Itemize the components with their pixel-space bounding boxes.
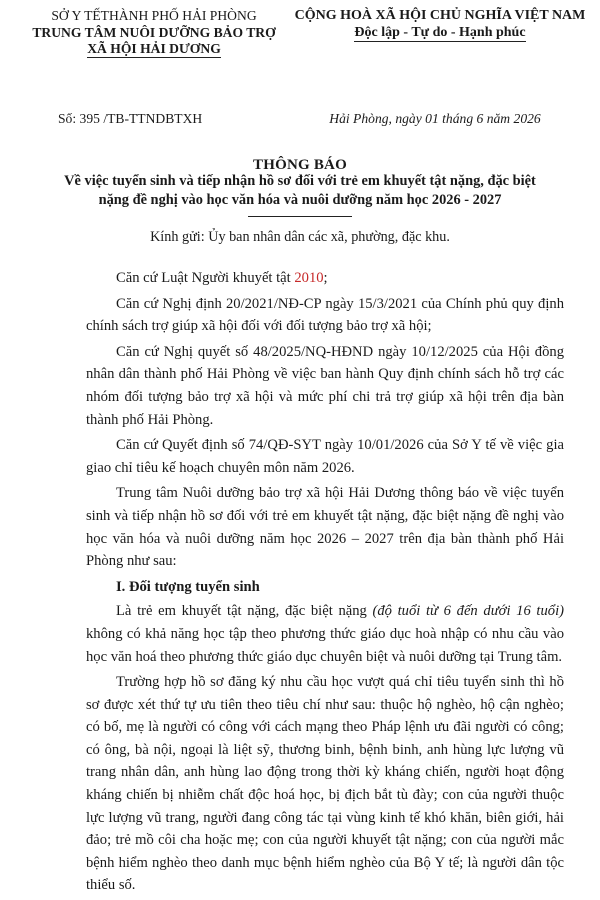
national-motto-block	[290, 8, 590, 41]
document-subtitle: Về việc tuyển sinh và tiếp nhận hồ sơ đối với trẻ em khuyết tật nặng, đặc biệt nặng đề nghị vào học văn hóa và nuôi dưỡng năm học 2026 - 2027	[64, 173, 536, 208]
paragraph-announcement: Trung tâm Nuôi dưỡng bảo trợ xã hội Hải Dương thông báo về việc tuyển sinh và tiếp nhận hồ sơ đối với trẻ em khuyết tật nặng, đặc biệt nặng đề nghị vào học văn hóa và nuôi dưỡng năm học 2026 – 2027 trên địa bàn thành phố Hải Phòng như sau:	[86, 485, 564, 570]
national-motto: Độc lập - Tự do - Hạnh phúc	[354, 24, 526, 40]
paragraph-legal-basis-1: Căn cứ Luật Người khuyết tật 2010;	[116, 270, 328, 286]
document-number: Số: 395 /TB-TTNDBTXH	[58, 111, 203, 126]
issuer-name-line2: XÃ HỘI HẢI DƯƠNG	[87, 41, 221, 56]
issuer-block	[28, 8, 280, 58]
issuer-name-line1: TRUNG TÂM NUÔI DƯỠNG BẢO TRỢ	[32, 24, 276, 40]
paragraph-legal-basis-3: Căn cứ Nghị quyết số 48/2025/NQ-HĐND ngày 10/12/2025 của Hội đồng nhân dân thành phố Hải Phòng về việc ban hành Quy định chính sách hỗ trợ các nhóm đối tượng bảo trợ xã hội và mức phí chi trả trợ giúp xã hội trên địa bàn thành phố Hải Phòng.	[86, 343, 564, 428]
paragraph-eligibility: Là trẻ em khuyết tật nặng, đặc biệt nặng (độ tuổi từ 6 đến dưới 16 tuổi) không có khả năng học tập theo phương thức giáo dục hoà nhập có nhu cầu vào học văn hoá theo phương thức giáo dục chuyên biệt và nuôi dưỡng tại Trung tâm.	[86, 603, 564, 665]
section-heading-1: I. Đối tượng tuyển sinh	[116, 578, 260, 595]
paragraph-legal-basis-2: Căn cứ Nghị định 20/2021/NĐ-CP ngày 15/3/2021 của Chính phủ quy định chính sách trợ giúp xã hội đối với đối tượng bảo trợ xã hội;	[86, 295, 564, 335]
document-title: THÔNG BÁO	[253, 157, 347, 173]
issuer-parent-agency: SỞ Y TẾTHÀNH PHỐ HẢI PHÒNG	[51, 8, 257, 23]
national-title: CỘNG HOÀ XÃ HỘI CHỦ NGHĨA VIỆT NAM	[294, 8, 586, 23]
paragraph-priority-criteria: Trường hợp hồ sơ đăng ký nhu cầu học vượt quá chỉ tiêu tuyển sinh thì hồ sơ được xét thứ tự ưu tiên theo tiêu chí như sau: thuộc hộ nghèo, hộ cận nghèo; có bố, mẹ là người có công với cách mạng theo Pháp lệnh ưu đãi người có công; có ông, bà nội, ngoại là liệt sỹ, thương binh, bệnh binh, anh hùng lực lượng vũ trang nhân dân, anh hùng lao động trong thời kỳ kháng chiến, người hoạt động kháng chiến bị nhiễm chất độc hoá học, bị địch bắt tù đày; con của người thuộc lực lượng vũ trang, người đang công tác tại vùng kinh tế khó khăn, biên giới, hải đảo; trẻ mồ côi cha hoặc mẹ; con của người khuyết tật nặng; con của người mắc bệnh hiểm nghèo theo danh mục bệnh hiểm nghèo của Bộ Y tế; là người dân tộc thiểu số.	[86, 674, 564, 894]
document-body	[86, 267, 564, 900]
document-date: Hải Phòng, ngày 01 tháng 6 năm 2026	[329, 111, 541, 126]
paragraph-legal-basis-4: Căn cứ Quyết định số 74/QĐ-SYT ngày 10/01/2026 của Sở Y tế về việc gia giao chỉ tiêu kế hoạch chuyên môn năm 2026.	[86, 437, 564, 476]
greeting-line: Kính gửi: Ủy ban nhân dân các xã, phường, đặc khu.	[150, 229, 450, 245]
title-divider	[248, 216, 352, 217]
